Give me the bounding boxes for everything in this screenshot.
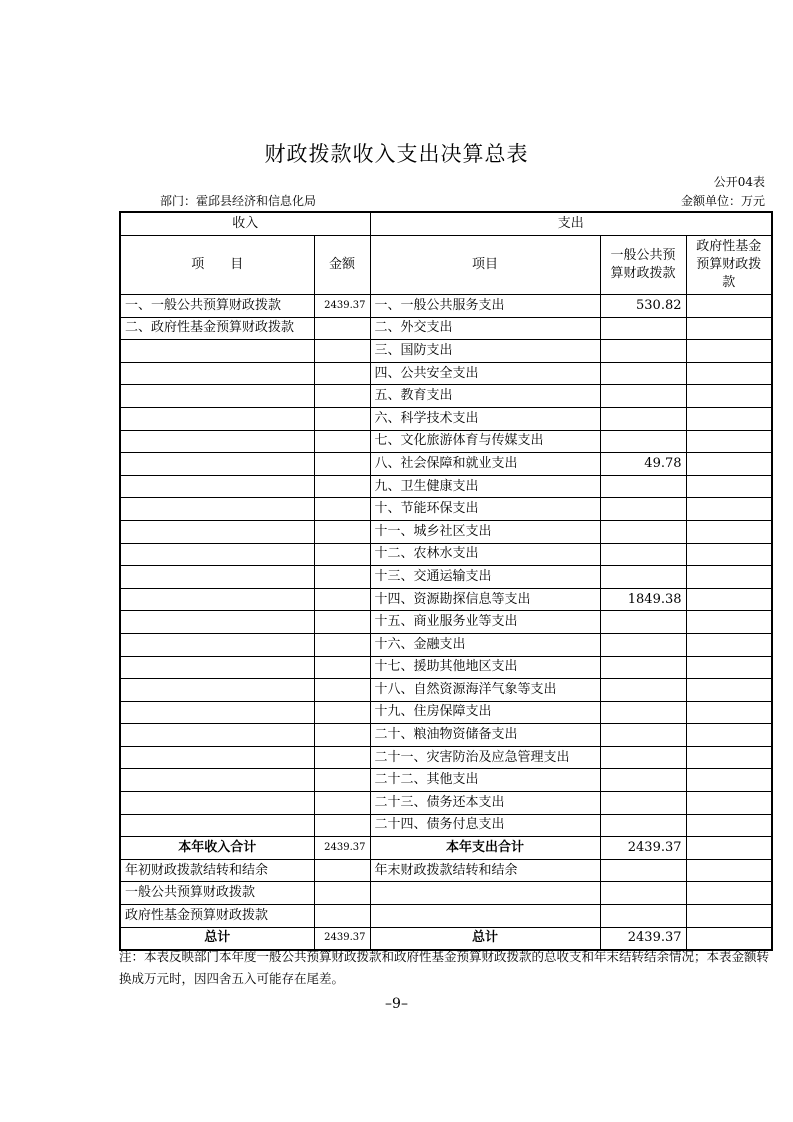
income-amount-cell bbox=[314, 385, 370, 408]
income-header: 收入 bbox=[120, 212, 370, 236]
table-row bbox=[120, 340, 772, 363]
general-budget-cell bbox=[600, 407, 686, 430]
general-budget-cell bbox=[600, 701, 686, 724]
income-item-cell bbox=[120, 543, 314, 566]
general-budget-cell bbox=[600, 769, 686, 792]
general-budget-cell bbox=[600, 814, 686, 837]
general-budget-cell: 530.82 bbox=[600, 295, 686, 318]
expense-item-cell: 六、科学技术支出 bbox=[370, 407, 600, 430]
table-row bbox=[120, 769, 772, 792]
general-budget-cell bbox=[600, 882, 686, 905]
income-amount-header: 金额 bbox=[314, 236, 370, 295]
expense-item-cell bbox=[370, 882, 600, 905]
gov-fund-cell bbox=[686, 385, 772, 408]
expense-item-cell: 十一、城乡社区支出 bbox=[370, 520, 600, 543]
table-row bbox=[120, 611, 772, 634]
table-row bbox=[120, 724, 772, 747]
gov-fund-cell bbox=[686, 475, 772, 498]
income-item-cell bbox=[120, 588, 314, 611]
income-amount-cell bbox=[314, 340, 370, 363]
general-budget-cell bbox=[600, 475, 686, 498]
gov-fund-cell bbox=[686, 295, 772, 318]
table-row bbox=[120, 385, 772, 408]
general-budget-cell bbox=[600, 746, 686, 769]
income-item-cell bbox=[120, 407, 314, 430]
income-item-cell bbox=[120, 385, 314, 408]
income-amount-cell bbox=[314, 633, 370, 656]
general-budget-cell bbox=[600, 633, 686, 656]
income-item-cell bbox=[120, 814, 314, 837]
general-budget-cell bbox=[600, 679, 686, 702]
header-row-1 bbox=[120, 212, 772, 236]
general-budget-cell: 1849.38 bbox=[600, 588, 686, 611]
income-item-cell bbox=[120, 498, 314, 521]
table-row bbox=[120, 814, 772, 837]
gov-fund-cell bbox=[686, 679, 772, 702]
expense-item-cell: 年末财政拨款结转和结余 bbox=[370, 859, 600, 882]
carryover-row bbox=[120, 859, 772, 882]
expense-item-cell: 十、节能环保支出 bbox=[370, 498, 600, 521]
gov-fund-cell bbox=[686, 453, 772, 476]
expense-item-cell: 二十一、灾害防治及应急管理支出 bbox=[370, 746, 600, 769]
general-budget-cell bbox=[600, 724, 686, 747]
carryover-row bbox=[120, 882, 772, 905]
income-item-cell bbox=[120, 746, 314, 769]
gov-fund-cell bbox=[686, 611, 772, 634]
gov-fund-header: 政府性基金预算财政拨款 bbox=[686, 236, 772, 295]
income-item-cell: 政府性基金预算财政拨款 bbox=[120, 905, 314, 928]
general-budget-cell bbox=[600, 566, 686, 589]
income-amount-cell bbox=[314, 859, 370, 882]
income-item-cell bbox=[120, 340, 314, 363]
table-row bbox=[120, 498, 772, 521]
income-amount-cell bbox=[314, 792, 370, 815]
income-item-cell bbox=[120, 792, 314, 815]
general-budget-cell: 2439.37 bbox=[600, 837, 686, 860]
expense-item-cell: 四、公共安全支出 bbox=[370, 362, 600, 385]
income-amount-cell: 2439.37 bbox=[314, 295, 370, 318]
table-row bbox=[120, 746, 772, 769]
income-amount-cell bbox=[314, 566, 370, 589]
income-item-cell: 总计 bbox=[120, 927, 314, 950]
gov-fund-cell bbox=[686, 498, 772, 521]
general-budget-cell bbox=[600, 859, 686, 882]
income-item-header: 项 目 bbox=[120, 236, 314, 295]
income-amount-cell bbox=[314, 724, 370, 747]
expense-item-cell: 一、一般公共服务支出 bbox=[370, 295, 600, 318]
income-amount-cell bbox=[314, 882, 370, 905]
year-total-row bbox=[120, 837, 772, 860]
table-row bbox=[120, 792, 772, 815]
income-item-cell: 年初财政拨款结转和结余 bbox=[120, 859, 314, 882]
income-amount-cell bbox=[314, 543, 370, 566]
general-budget-cell bbox=[600, 385, 686, 408]
income-amount-cell bbox=[314, 407, 370, 430]
gov-fund-cell bbox=[686, 837, 772, 860]
table-row bbox=[120, 679, 772, 702]
gov-fund-cell bbox=[686, 362, 772, 385]
expense-item-cell: 十八、自然资源海洋气象等支出 bbox=[370, 679, 600, 702]
table-row bbox=[120, 543, 772, 566]
income-amount-cell bbox=[314, 814, 370, 837]
gov-fund-cell bbox=[686, 340, 772, 363]
table-row bbox=[120, 407, 772, 430]
gov-fund-cell bbox=[686, 701, 772, 724]
income-amount-cell bbox=[314, 769, 370, 792]
page-number: –9– bbox=[385, 996, 408, 1012]
general-budget-cell bbox=[600, 362, 686, 385]
income-item-cell: 二、政府性基金预算财政拨款 bbox=[120, 317, 314, 340]
financial-table bbox=[119, 211, 773, 951]
general-budget-cell bbox=[600, 905, 686, 928]
expense-item-cell: 二十四、债务付息支出 bbox=[370, 814, 600, 837]
expense-item-cell: 八、社会保障和就业支出 bbox=[370, 453, 600, 476]
income-item-cell bbox=[120, 475, 314, 498]
gov-fund-cell bbox=[686, 543, 772, 566]
expense-item-cell: 十七、援助其他地区支出 bbox=[370, 656, 600, 679]
expense-item-cell: 十四、资源勘探信息等支出 bbox=[370, 588, 600, 611]
expense-item-header: 项目 bbox=[370, 236, 600, 295]
gov-fund-cell bbox=[686, 407, 772, 430]
income-amount-cell bbox=[314, 656, 370, 679]
general-budget-cell bbox=[600, 792, 686, 815]
income-amount-cell bbox=[314, 588, 370, 611]
general-budget-header: 一般公共预算财政拨款 bbox=[600, 236, 686, 295]
general-budget-cell bbox=[600, 317, 686, 340]
income-amount-cell bbox=[314, 453, 370, 476]
expense-item-cell: 十二、农林水支出 bbox=[370, 543, 600, 566]
table-row bbox=[120, 701, 772, 724]
income-item-cell bbox=[120, 633, 314, 656]
gov-fund-cell bbox=[686, 656, 772, 679]
income-amount-cell bbox=[314, 520, 370, 543]
gov-fund-cell bbox=[686, 430, 772, 453]
gov-fund-cell bbox=[686, 905, 772, 928]
table-row bbox=[120, 317, 772, 340]
footnote: 注：本表反映部门本年度一般公共预算财政拨款和政府性基金预算财政拨款的总收支和年末结转结余情况；本表金额转换成万元时，因四舍五入可能存在尾差。 bbox=[119, 949, 770, 986]
income-amount-cell bbox=[314, 611, 370, 634]
expense-item-cell: 本年支出合计 bbox=[370, 837, 600, 860]
gov-fund-cell bbox=[686, 520, 772, 543]
form-number: 公开04表 bbox=[713, 175, 765, 189]
gov-fund-cell bbox=[686, 859, 772, 882]
table-row bbox=[120, 566, 772, 589]
general-budget-cell: 49.78 bbox=[600, 453, 686, 476]
expense-item-cell: 二十二、其他支出 bbox=[370, 769, 600, 792]
expense-item-cell: 二、外交支出 bbox=[370, 317, 600, 340]
carryover-row bbox=[120, 905, 772, 928]
income-amount-cell bbox=[314, 679, 370, 702]
table-row bbox=[120, 656, 772, 679]
expense-item-cell: 十五、商业服务业等支出 bbox=[370, 611, 600, 634]
expense-item-cell: 五、教育支出 bbox=[370, 385, 600, 408]
income-item-cell bbox=[120, 611, 314, 634]
table-row bbox=[120, 362, 772, 385]
expense-item-cell: 三、国防支出 bbox=[370, 340, 600, 363]
gov-fund-cell bbox=[686, 724, 772, 747]
income-amount-cell bbox=[314, 475, 370, 498]
gov-fund-cell bbox=[686, 746, 772, 769]
income-amount-cell bbox=[314, 905, 370, 928]
income-item-cell bbox=[120, 701, 314, 724]
general-budget-cell: 2439.37 bbox=[600, 927, 686, 950]
income-amount-cell bbox=[314, 498, 370, 521]
general-budget-cell bbox=[600, 656, 686, 679]
header-row-2 bbox=[120, 236, 772, 295]
expense-item-cell: 十六、金融支出 bbox=[370, 633, 600, 656]
table-row bbox=[120, 520, 772, 543]
general-budget-cell bbox=[600, 543, 686, 566]
general-budget-cell bbox=[600, 611, 686, 634]
unit-label: 金额单位：万元 bbox=[680, 194, 765, 208]
income-amount-cell bbox=[314, 317, 370, 340]
table-row bbox=[120, 588, 772, 611]
income-item-cell bbox=[120, 724, 314, 747]
gov-fund-cell bbox=[686, 769, 772, 792]
income-item-cell bbox=[120, 656, 314, 679]
table-row bbox=[120, 430, 772, 453]
general-budget-cell bbox=[600, 340, 686, 363]
income-item-cell bbox=[120, 566, 314, 589]
gov-fund-cell bbox=[686, 792, 772, 815]
expense-item-cell: 九、卫生健康支出 bbox=[370, 475, 600, 498]
general-budget-cell bbox=[600, 520, 686, 543]
gov-fund-cell bbox=[686, 317, 772, 340]
expense-item-cell: 二十、粮油物资储备支出 bbox=[370, 724, 600, 747]
expense-item-cell bbox=[370, 905, 600, 928]
income-amount-cell bbox=[314, 430, 370, 453]
expense-item-cell: 七、文化旅游体育与传媒支出 bbox=[370, 430, 600, 453]
income-amount-cell bbox=[314, 701, 370, 724]
expense-item-cell: 总计 bbox=[370, 927, 600, 950]
expense-item-cell: 二十三、债务还本支出 bbox=[370, 792, 600, 815]
general-budget-cell bbox=[600, 498, 686, 521]
income-item-cell bbox=[120, 453, 314, 476]
general-budget-cell bbox=[600, 430, 686, 453]
income-item-cell bbox=[120, 769, 314, 792]
income-item-cell bbox=[120, 520, 314, 543]
gov-fund-cell bbox=[686, 814, 772, 837]
gov-fund-cell bbox=[686, 633, 772, 656]
income-item-cell bbox=[120, 362, 314, 385]
table-row bbox=[120, 295, 772, 318]
income-amount-cell bbox=[314, 746, 370, 769]
income-item-cell bbox=[120, 430, 314, 453]
income-amount-cell: 2439.37 bbox=[314, 837, 370, 860]
expense-item-cell: 十三、交通运输支出 bbox=[370, 566, 600, 589]
table-row bbox=[120, 475, 772, 498]
income-item-cell bbox=[120, 679, 314, 702]
table-row bbox=[120, 633, 772, 656]
table-row bbox=[120, 453, 772, 476]
income-item-cell: 一般公共预算财政拨款 bbox=[120, 882, 314, 905]
gov-fund-cell bbox=[686, 588, 772, 611]
department-label: 部门：霍邱县经济和信息化局 bbox=[160, 194, 317, 208]
expense-header: 支出 bbox=[370, 212, 772, 236]
income-amount-cell: 2439.37 bbox=[314, 927, 370, 950]
income-item-cell: 本年收入合计 bbox=[120, 837, 314, 860]
gov-fund-cell bbox=[686, 566, 772, 589]
expense-item-cell: 十九、住房保障支出 bbox=[370, 701, 600, 724]
income-amount-cell bbox=[314, 362, 370, 385]
gov-fund-cell bbox=[686, 882, 772, 905]
page-title: 财政拨款收入支出决算总表 bbox=[264, 142, 529, 166]
income-item-cell: 一、一般公共预算财政拨款 bbox=[120, 295, 314, 318]
